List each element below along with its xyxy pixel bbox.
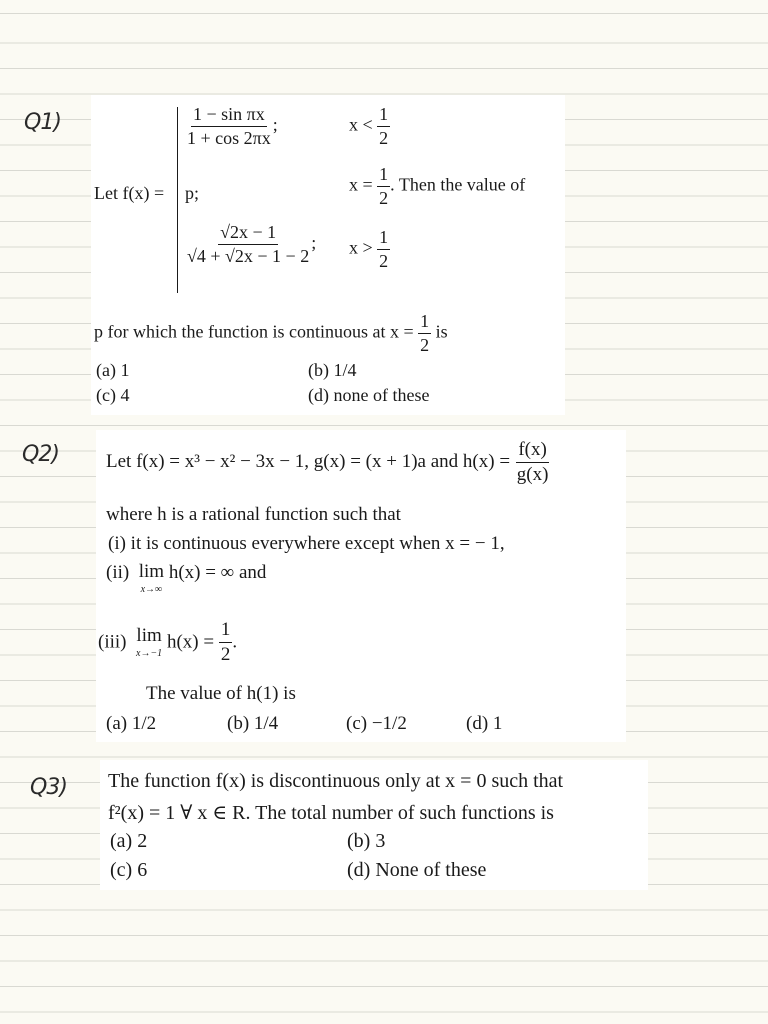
q2-option-b-text: 1/4 <box>253 713 279 734</box>
q3-option-c-label: (c) <box>110 859 133 881</box>
q2-item-ii-lim: lim <box>138 561 165 582</box>
q1-case1-denominator: 1 + cos 2πx <box>187 127 271 148</box>
q2-h-denominator: g(x) <box>516 463 549 485</box>
q1-case1-separator: ; <box>272 114 278 135</box>
q1-case1-condition <box>349 105 390 148</box>
q1-option-b-label: (b) <box>308 360 329 380</box>
q2-question: The value of h(1) is <box>146 683 296 704</box>
q2-option-c-text: −1/2 <box>371 713 407 734</box>
q3-option-c-text: 6 <box>137 859 148 881</box>
q3-option-b <box>347 830 385 853</box>
q2-rational-line: where h is a rational function such that <box>106 504 401 525</box>
q1-line2-half-den: 2 <box>420 334 430 355</box>
q2-item-ii-lim-sub: x→∞ <box>140 584 163 595</box>
q2-item-iii-lim-sub: x→−1 <box>136 647 163 659</box>
q1-case3-half-den: 2 <box>379 250 389 271</box>
q2-option-d <box>466 713 502 735</box>
q3-card <box>100 760 648 890</box>
q2-definition-line <box>106 440 550 485</box>
q2-option-a-label: (a) <box>106 713 128 734</box>
q1-option-c-label: (c) <box>96 385 116 405</box>
q3-line1: The function f(x) is discontinuous only at x = 0 such that <box>108 770 564 792</box>
q1-case1-half-den: 2 <box>379 127 389 148</box>
q2-option-c-label: (c) <box>346 713 368 734</box>
q2-option-d-label: (d) <box>466 713 489 734</box>
q1-continuity-line <box>94 312 448 355</box>
q1-case2-value: p; <box>185 183 200 203</box>
q1-case3-numerator: √2x − 1 <box>218 223 278 245</box>
q2-card <box>96 430 626 742</box>
q1-option-c <box>96 385 129 406</box>
q1-option-d-label: (d) <box>308 385 329 405</box>
q1-line2-pre: p for which the function is continuous at x = <box>94 321 414 342</box>
q1-line2-half-num: 1 <box>418 312 431 334</box>
q1-option-a-text: 1 <box>120 360 130 380</box>
q1-line2-post: is <box>435 321 448 342</box>
q1-option-d-text: none of these <box>333 385 430 405</box>
q1-case3-denominator: √4 + √2x − 1 − 2 <box>187 245 310 266</box>
q2-option-c <box>346 713 407 735</box>
q1-case3-condition <box>349 228 390 271</box>
q2-option-b <box>227 713 278 735</box>
q2-option-a-text: 1/2 <box>131 713 157 734</box>
q3-option-b-label: (b) <box>347 830 371 852</box>
q1-option-b <box>308 360 357 381</box>
q3-option-a-label: (a) <box>110 830 133 852</box>
q3-line2: f²(x) = 1 ∀ x ∈ R. The total number of such functions is <box>108 802 554 824</box>
q2-iii-tail: . <box>232 631 238 653</box>
q2-item-iii <box>98 620 237 665</box>
q3-option-d <box>347 859 486 882</box>
q3-option-a <box>110 830 147 853</box>
q1-option-d <box>308 385 429 406</box>
q2-item-iii-label: (iii) <box>98 631 127 653</box>
q3-option-d-text: None of these <box>375 859 487 881</box>
q2-option-a <box>106 713 156 735</box>
q1-piecewise-brace <box>177 107 178 293</box>
q2-item-ii-label: (ii) <box>106 562 130 583</box>
q1-card <box>91 95 565 415</box>
q1-case2-half-den: 2 <box>379 187 389 208</box>
q3-handwritten-label: Q3) <box>30 775 67 800</box>
q3-option-d-label: (d) <box>347 859 371 881</box>
q1-case2-tail: . Then the value of <box>390 174 526 195</box>
q1-option-a <box>96 360 129 381</box>
q2-iii-denominator: 2 <box>220 643 231 665</box>
q1-handwritten-label: Q1) <box>24 110 61 135</box>
q1-case3-separator: ; <box>311 232 317 253</box>
q1-case2-condition <box>349 165 525 208</box>
q2-h-numerator: f(x) <box>516 440 548 463</box>
q2-iii-numerator: 1 <box>219 620 233 643</box>
q2-handwritten-label: Q2) <box>22 442 59 467</box>
q2-line1-pre: Let f(x) = x³ − x² − 3x − 1, g(x) = (x + 1)a and h(x) = <box>106 450 511 472</box>
q1-case2-cond-text: x = <box>349 174 373 195</box>
q1-option-a-label: (a) <box>96 360 116 380</box>
q3-option-b-text: 3 <box>375 830 386 852</box>
q3-option-a-text: 2 <box>137 830 148 852</box>
q1-lead-text: Let f(x) = <box>94 183 165 203</box>
q1-case1-cond-text: x < <box>349 114 373 135</box>
q2-item-ii-body: h(x) = ∞ and <box>168 562 267 583</box>
q1-case2-half-num: 1 <box>377 165 390 187</box>
q1-case1-half-num: 1 <box>377 105 390 127</box>
q2-item-ii <box>106 562 266 595</box>
q1-case1-expression <box>185 105 278 148</box>
q1-case3-cond-text: x > <box>349 237 373 258</box>
q2-item-i: (i) it is continuous everywhere except when x = − 1, <box>108 533 505 554</box>
q3-option-c <box>110 859 147 882</box>
q2-item-iii-body: h(x) = <box>166 631 215 653</box>
q1-case3-half-num: 1 <box>377 228 390 250</box>
q1-option-c-text: 4 <box>120 385 130 405</box>
q1-case3-expression <box>185 223 316 266</box>
q1-option-b-text: 1/4 <box>333 360 357 380</box>
q2-option-b-label: (b) <box>227 713 250 734</box>
q1-case1-numerator: 1 − sin πx <box>191 105 267 127</box>
q2-item-iii-lim: lim <box>136 624 162 646</box>
q2-option-d-text: 1 <box>492 713 503 734</box>
